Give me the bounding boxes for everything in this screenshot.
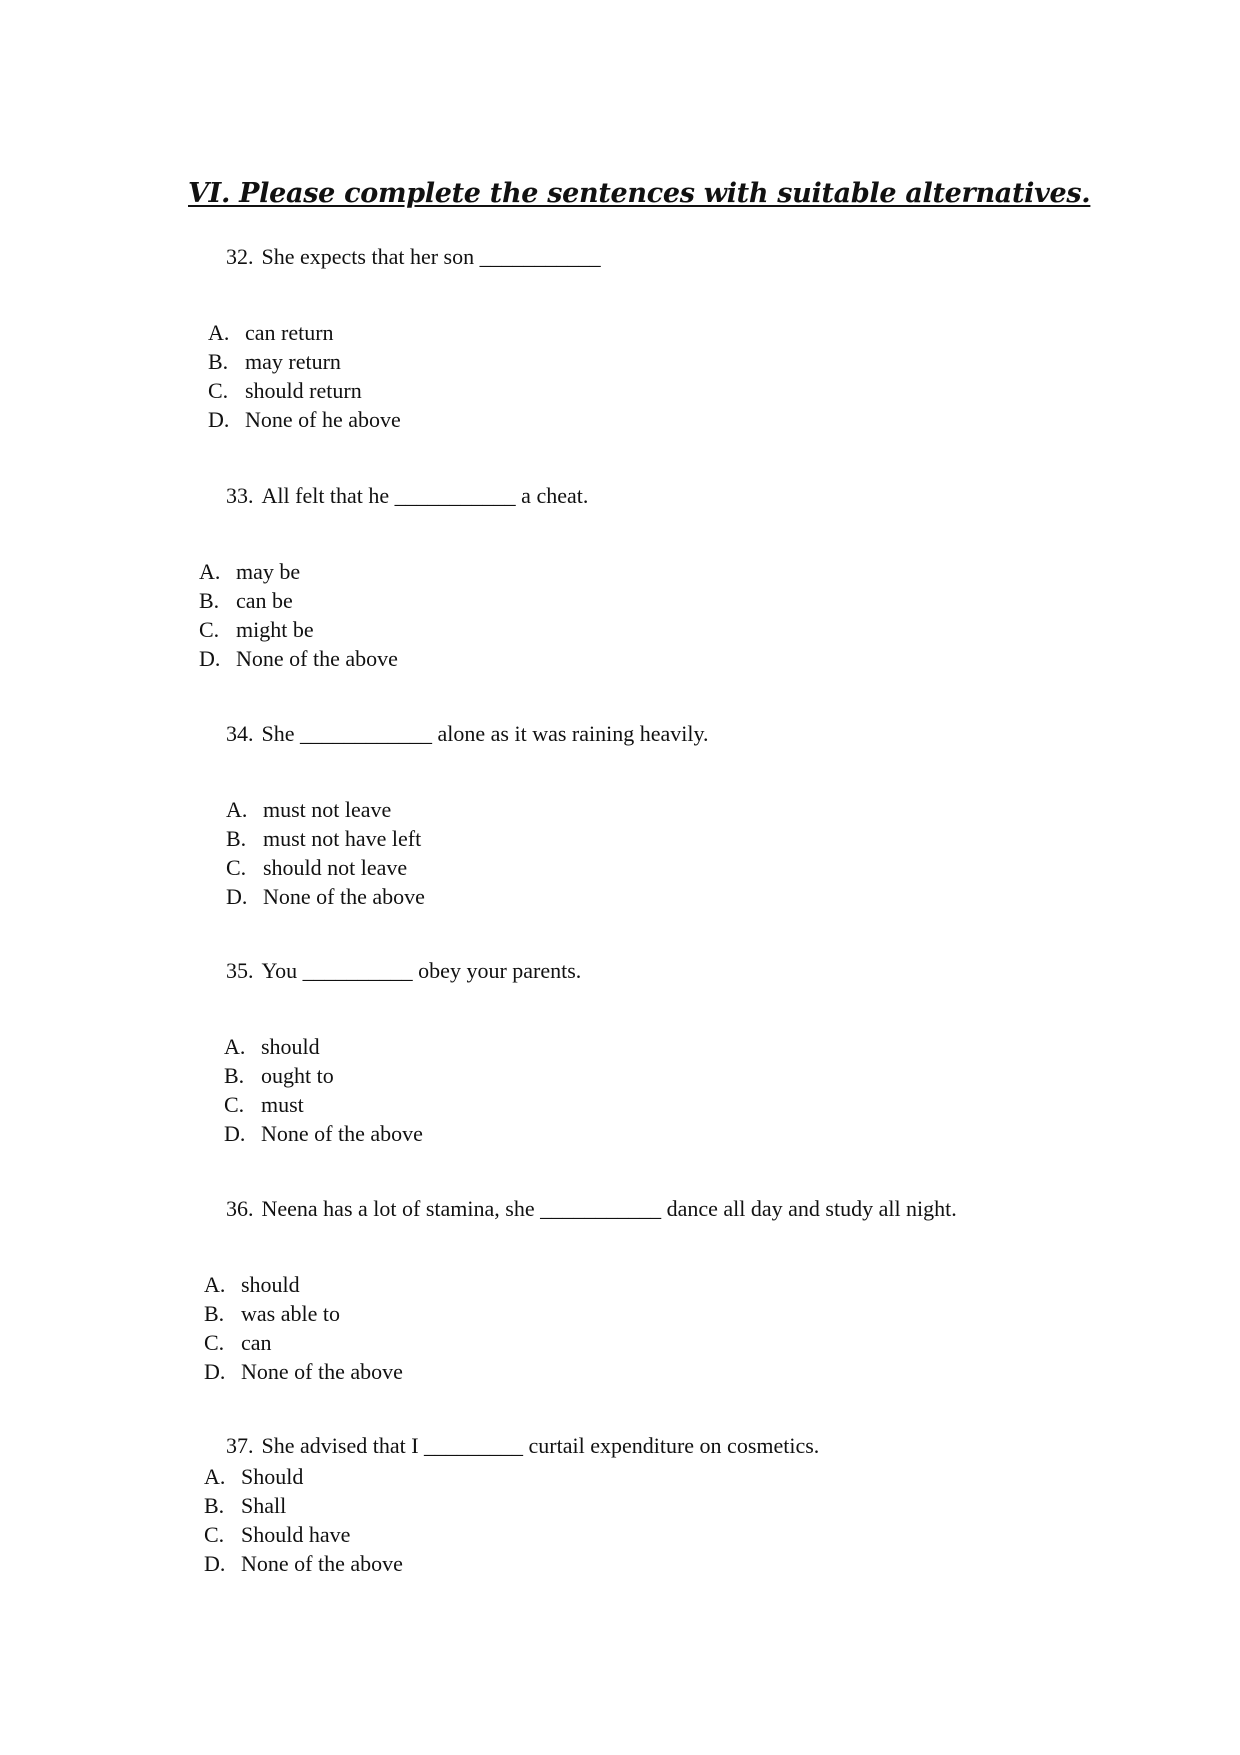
- option-34-d[interactable]: D. None of the above: [226, 884, 425, 909]
- option-36-a[interactable]: A. should: [204, 1272, 300, 1297]
- option-36-b[interactable]: B. was able to: [204, 1301, 340, 1326]
- question-number: 34.: [226, 721, 254, 746]
- option-36-c[interactable]: C. can: [204, 1330, 272, 1355]
- options-33: [199, 557, 398, 673]
- option-37-a[interactable]: A. Should: [204, 1464, 304, 1489]
- option-32-b[interactable]: B. may return: [208, 349, 341, 374]
- option-37-c[interactable]: C. Should have: [204, 1522, 351, 1547]
- option-35-a[interactable]: A. should: [224, 1034, 320, 1059]
- options-37: [204, 1462, 403, 1578]
- option-37-b[interactable]: B. Shall: [204, 1493, 287, 1518]
- options-32: [208, 318, 401, 434]
- options-34: [226, 795, 425, 911]
- question-number: 32.: [226, 244, 254, 269]
- option-35-c[interactable]: C. must: [224, 1092, 304, 1117]
- option-33-b[interactable]: B. can be: [199, 588, 293, 613]
- question-text: She ____________ alone as it was raining heavily.: [261, 721, 709, 746]
- option-34-a[interactable]: A. must not leave: [226, 797, 392, 822]
- question-number: 33.: [226, 483, 254, 508]
- option-33-c[interactable]: C. might be: [199, 617, 314, 642]
- question-text: All felt that he ___________ a cheat.: [261, 483, 589, 508]
- option-34-b[interactable]: B. must not have left: [226, 826, 422, 851]
- question-34: [226, 721, 709, 747]
- options-35: [224, 1032, 423, 1148]
- option-32-c[interactable]: C. should return: [208, 378, 362, 403]
- option-35-d[interactable]: D. None of the above: [224, 1121, 423, 1146]
- question-35: [226, 958, 581, 984]
- question-number: 35.: [226, 958, 254, 983]
- option-34-c[interactable]: C. should not leave: [226, 855, 408, 880]
- question-36: [226, 1196, 957, 1222]
- options-36: [204, 1270, 403, 1386]
- option-32-d[interactable]: D. None of he above: [208, 407, 401, 432]
- question-32: [226, 244, 601, 270]
- option-33-d[interactable]: D. None of the above: [199, 646, 398, 671]
- option-32-a[interactable]: A. can return: [208, 320, 334, 345]
- option-35-b[interactable]: B. ought to: [224, 1063, 334, 1088]
- option-33-a[interactable]: A. may be: [199, 559, 301, 584]
- question-text: Neena has a lot of stamina, she ___________ dance all day and study all night.: [261, 1196, 957, 1221]
- question-number: 36.: [226, 1196, 254, 1221]
- question-33: [226, 483, 588, 509]
- question-37: [226, 1433, 819, 1459]
- option-36-d[interactable]: D. None of the above: [204, 1359, 403, 1384]
- section-heading: VI. Please complete the sentences with suitable alternatives.: [188, 178, 1091, 209]
- question-text: She advised that I _________ curtail expenditure on cosmetics.: [261, 1433, 820, 1458]
- option-37-d[interactable]: D. None of the above: [204, 1551, 403, 1576]
- question-number: 37.: [226, 1433, 254, 1458]
- question-text: She expects that her son ___________: [261, 244, 601, 269]
- question-text: You __________ obey your parents.: [261, 958, 582, 983]
